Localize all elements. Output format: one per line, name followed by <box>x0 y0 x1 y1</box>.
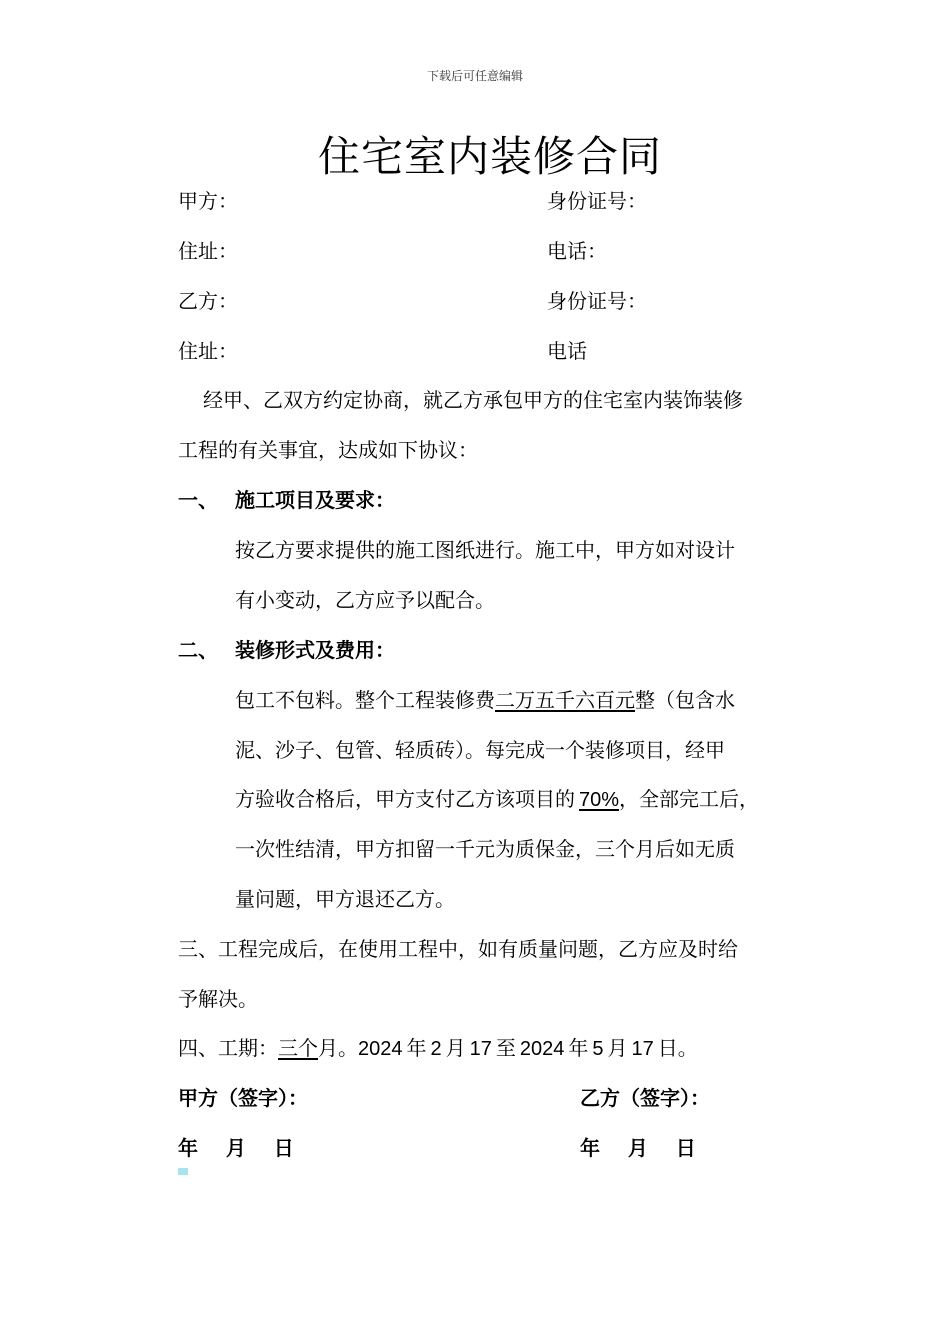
section-4-year-char-2: 年 <box>568 1036 589 1060</box>
start-month: 2 <box>430 1038 442 1060</box>
start-year: 2024 <box>358 1038 403 1060</box>
party-a-signature-label: 甲方（签字）： <box>178 1086 308 1110</box>
section-2-line-4: 一次性结清，甲方扣留一千元为质保金，三个月后如无质 <box>235 837 735 861</box>
document-title: 住宅室内装修合同 <box>317 132 662 181</box>
party-b-signature-date: 年 月 日 <box>580 1136 696 1160</box>
section-4-label: 四、工期： <box>178 1036 278 1060</box>
section-2-line-5: 量问题，甲方退还乙方。 <box>235 887 455 911</box>
section-2-line-1 <box>235 686 735 714</box>
party-a-phone-label: 电话： <box>547 239 607 263</box>
section-4-month-char-2: 月 <box>607 1036 628 1060</box>
section-4-text-1: 月。 <box>318 1036 358 1060</box>
section-4-year-char-1: 年 <box>406 1036 427 1060</box>
section-1-line-1: 按乙方要求提供的施工图纸进行。施工中，甲方如对设计 <box>235 538 735 562</box>
end-day: 17 <box>631 1038 654 1060</box>
section-1-line-2: 有小变动，乙方应予以配合。 <box>235 588 495 612</box>
section-2-heading: 装修形式及费用： <box>235 638 395 662</box>
header-note: 下载后可任意编辑 <box>426 69 523 83</box>
section-4-line <box>178 1034 698 1063</box>
party-b-id-label: 身份证号： <box>547 289 647 313</box>
section-2-line-2: 泥、沙子、包管、轻质砖）。每完成一个装修项目，经甲 <box>235 738 725 762</box>
section-4-day-char: 日。 <box>657 1036 698 1060</box>
section-4-month-char-1: 月 <box>445 1036 466 1060</box>
section-1-number: 一、 <box>178 488 218 512</box>
payment-percent: 70% <box>579 789 620 811</box>
section-3-line-1: 三、工程完成后，在使用工程中，如有质量问题，乙方应及时给 <box>178 937 738 961</box>
party-a-id-label: 身份证号： <box>547 189 647 213</box>
section-2-line-1-post: 整（包含水 <box>635 688 735 712</box>
section-2-line-3 <box>235 785 759 814</box>
intro-line-2: 工程的有关事宜，达成如下协议： <box>178 438 478 462</box>
party-b-phone-label: 电话 <box>547 339 587 363</box>
section-2-line-3-post: ，全部完工后， <box>619 787 760 811</box>
intro-line-1: 经甲、乙双方约定协商，就乙方承包甲方的住宅室内装饰装修 <box>203 388 743 412</box>
start-day: 17 <box>469 1038 492 1060</box>
party-b-address-label: 住址： <box>178 339 238 363</box>
section-2-line-1-pre: 包工不包料。整个工程装修费 <box>235 688 495 712</box>
section-3-line-2: 予解决。 <box>178 987 258 1011</box>
section-2-number: 二、 <box>178 638 218 662</box>
fee-amount: 二万五千六百元 <box>495 688 635 712</box>
party-a-label: 甲方： <box>178 189 238 213</box>
end-month: 5 <box>592 1038 604 1060</box>
party-b-signature-label: 乙方（签字）： <box>580 1086 710 1110</box>
section-1-heading: 施工项目及要求： <box>235 488 395 512</box>
end-year: 2024 <box>519 1038 565 1060</box>
party-a-signature-date: 年 月 日 <box>178 1136 294 1160</box>
section-2-line-3-pre: 方验收合格后，甲方支付乙方该项目的 <box>235 787 575 811</box>
party-a-address-label: 住址： <box>178 239 238 263</box>
paragraph-marker <box>178 1168 188 1175</box>
duration-value: 三个 <box>278 1036 318 1060</box>
section-4-to-char: 至 <box>495 1036 516 1060</box>
party-b-label: 乙方： <box>178 289 238 313</box>
